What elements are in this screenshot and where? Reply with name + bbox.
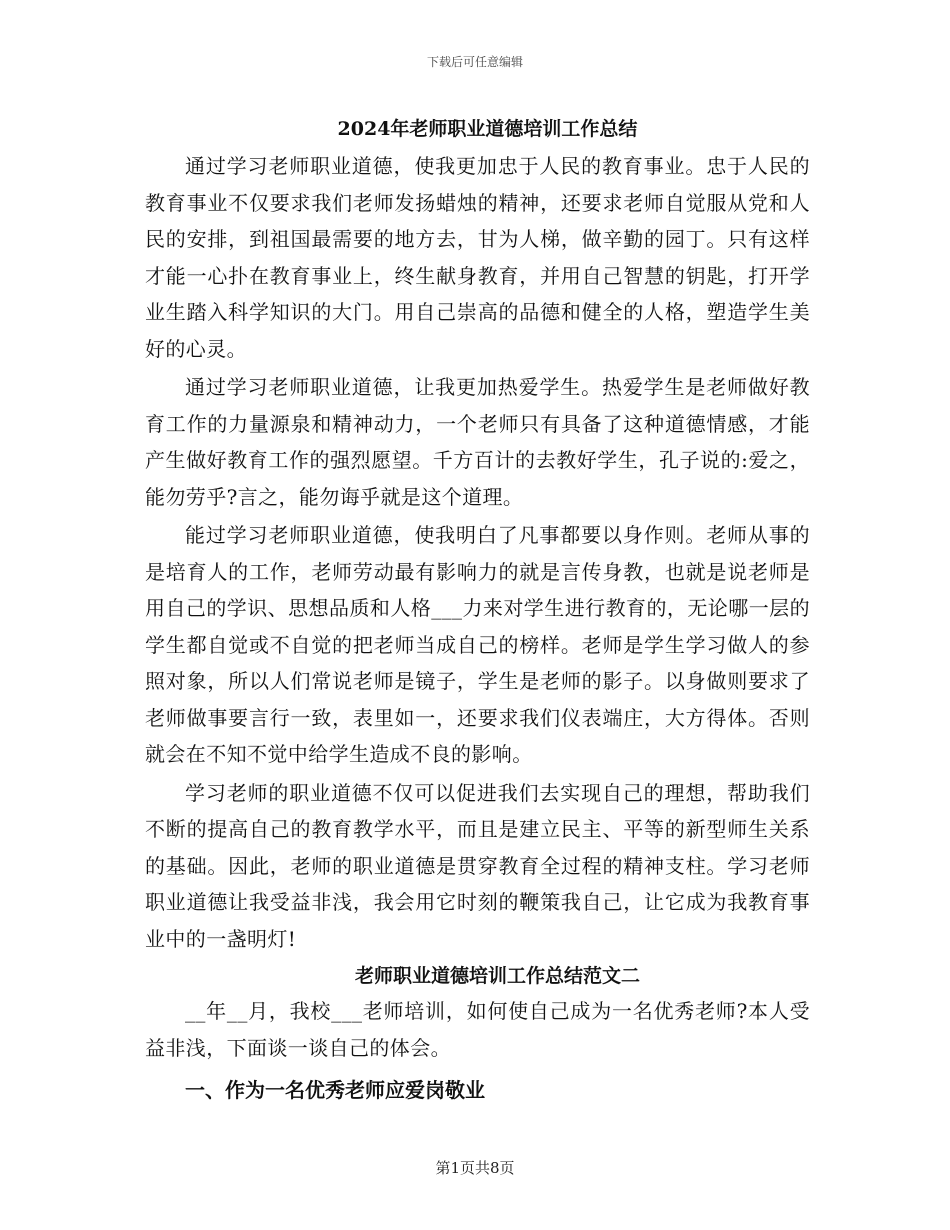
paragraph-2: 通过学习老师职业道德，让我更加热爱学生。热爱学生是老师做好教育工作的力量源泉和精神动力，一个老师只有具备了这种道德情感，才能产生做好教育工作的强烈愿望。千方百计的去教好学生，孔子说的:爱之，能勿劳乎?言之，能勿诲乎就是这个道理。 xyxy=(145,375,810,509)
paragraph-4: 学习老师的职业道德不仅可以促进我们去实现自己的理想，帮助我们不断的提高自己的教育教学水平，而且是建立民主、平等的新型师生关系的基础。因此，老师的职业道德是贯穿教育全过程的精神支柱。学习老师职业道德让我受益非浅，我会用它时刻的鞭策我自己，让它成为我教育事业中的一盏明灯! xyxy=(145,780,810,951)
paragraph-1: 通过学习老师职业道德，使我更加忠于人民的教育事业。忠于人民的教育事业不仅要求我们老师发扬蜡烛的精神，还要求老师自觉服从党和人民的安排，到祖国最需要的地方去，甘为人梯，做辛勤的园丁。只有这样才能一心扑在教育事业上，终生献身教育，并用自己智慧的钥匙，打开学业生踏入科学知识的大门。用自己崇高的品德和健全的人格，塑造学生美好的心灵。 xyxy=(145,154,810,361)
document-title: 2024年老师职业道德培训工作总结 xyxy=(337,118,638,140)
page-footer: 第1页共8页 xyxy=(435,1159,515,1177)
page-header: 下载后可任意编辑 xyxy=(426,55,523,69)
document-body xyxy=(145,112,810,1108)
paragraph-5: __年__月，我校___老师培训，如何使自己成为一名优秀老师?本人受益非浅，下面谈一谈自己的体会。 xyxy=(145,999,810,1060)
paragraph-3: 能过学习老师职业道德，使我明白了凡事都要以身作则。老师从事的是培育人的工作，老师劳动最有影响力的就是言传身教，也就是说老师是用自己的学识、思想品质和人格___力来对学生进行教育的，无论哪一层的学生都自觉或不自觉的把老师当成自己的榜样。老师是学生学习做人的参照对象，所以人们常说老师是镜子，学生是老师的影子。以身做则要求了老师做事要言行一致，表里如一，还要求我们仪表端庄，大方得体。否则就会在不知不觉中给学生造成不良的影响。 xyxy=(145,523,810,766)
section-title-2: 老师职业道德培训工作总结范文二 xyxy=(354,965,640,987)
section-heading-1: 一、作为一名优秀老师应爱岗敬业 xyxy=(185,1078,485,1102)
